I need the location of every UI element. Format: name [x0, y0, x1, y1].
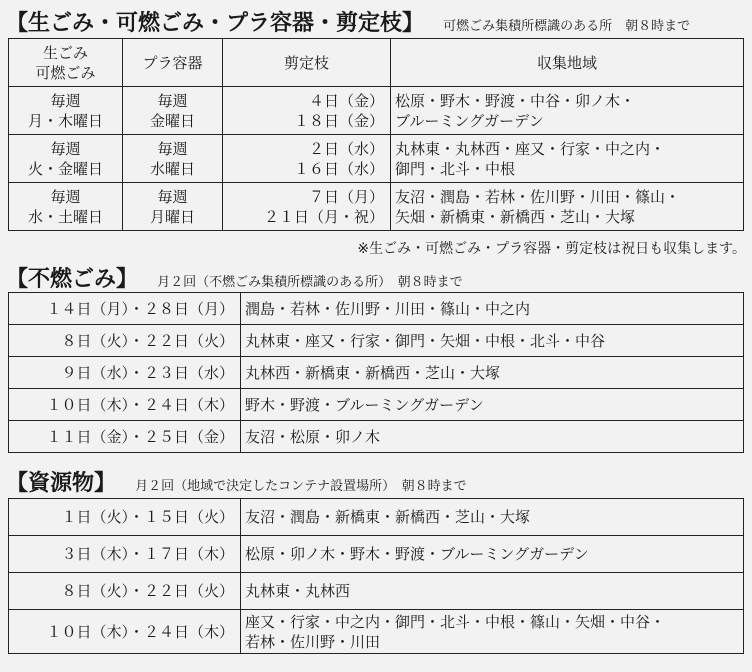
cell-pura: 毎週 月曜日 [123, 183, 223, 231]
cell-kanen: 毎週 水・土曜日 [9, 183, 123, 231]
cell-kanen: 毎週 火・金曜日 [9, 135, 123, 183]
section1-note: 可燃ごみ集積所標識のある所 朝８時まで [443, 19, 691, 34]
table-row [9, 183, 744, 231]
cell-sentei: ４日（金） １８日（金） [223, 87, 391, 135]
section1-title: 【生ごみ・可燃ごみ・プラ容器・剪定枝】 [6, 11, 425, 36]
section2-table [8, 292, 744, 453]
table-row [9, 536, 744, 573]
cell-sentei: ７日（月） ２１日（月・祝） [223, 183, 391, 231]
header-sentei: 剪定枝 [223, 39, 391, 87]
table-row [9, 421, 744, 453]
section2-note: 月２回（不燃ごみ集積所標識のある所） 朝８時まで [157, 275, 463, 290]
section2-title: 【不燃ごみ】 [6, 267, 139, 292]
cell-area: 丸林東・丸林西・座又・行家・中之内・ 御門・北斗・中根 [391, 135, 744, 183]
cell-area: 友沼・潤島・若林・佐川野・川田・篠山・ 矢畑・新橋東・新橋西・芝山・大塚 [391, 183, 744, 231]
section3-title: 【資源物】 [6, 471, 117, 496]
table-row [9, 325, 744, 357]
cell-area: 友沼・松原・卯ノ木 [241, 421, 744, 453]
section3-note: 月２回（地域で決定したコンテナ設置場所） 朝８時まで [135, 479, 467, 494]
cell-dates: １０日（木）・２４日（木） [9, 389, 241, 421]
header-pura: プラ容器 [123, 39, 223, 87]
table-row [9, 87, 744, 135]
table-row [9, 135, 744, 183]
cell-area: 松原・野木・野渡・中谷・卯ノ木・ ブルーミングガーデン [391, 87, 744, 135]
cell-dates: ８日（火）・２２日（火） [9, 573, 241, 610]
section1-heading [6, 6, 690, 37]
cell-dates: １日（火）・１５日（火） [9, 499, 241, 536]
cell-kanen: 毎週 月・木曜日 [9, 87, 123, 135]
cell-sentei: ２日（水） １６日（水） [223, 135, 391, 183]
cell-area: 野木・野渡・ブルーミングガーデン [241, 389, 744, 421]
cell-area: 友沼・潤島・新橋東・新橋西・芝山・大塚 [241, 499, 744, 536]
cell-dates: １１日（金）・２５日（金） [9, 421, 241, 453]
cell-area: 潤島・若林・佐川野・川田・篠山・中之内 [241, 293, 744, 325]
header-area: 収集地域 [391, 39, 744, 87]
cell-dates: １０日（木）・２４日（木） [9, 610, 241, 654]
header-kanen: 生ごみ 可燃ごみ [9, 39, 123, 87]
table-row [9, 293, 744, 325]
section2-heading [6, 262, 463, 293]
table-row [9, 610, 744, 654]
table-row [9, 573, 744, 610]
cell-dates: ３日（木）・１７日（木） [9, 536, 241, 573]
cell-area: 丸林西・新橋東・新橋西・芝山・大塚 [241, 357, 744, 389]
cell-dates: ９日（水）・２３日（水） [9, 357, 241, 389]
table-row [9, 499, 744, 536]
cell-area: 丸林東・座又・行家・御門・矢畑・中根・北斗・中谷 [241, 325, 744, 357]
table-row [9, 389, 744, 421]
cell-pura: 毎週 水曜日 [123, 135, 223, 183]
cell-pura: 毎週 金曜日 [123, 87, 223, 135]
section3-table [8, 498, 744, 654]
cell-dates: ８日（火）・２２日（火） [9, 325, 241, 357]
section1-footnote: ※生ごみ・可燃ごみ・プラ容器・剪定枝は祝日も収集します。 [357, 241, 746, 257]
cell-area: 松原・卯ノ木・野木・野渡・ブルーミングガーデン [241, 536, 744, 573]
section3-heading [6, 466, 467, 497]
cell-dates: １４日（月）・２８日（月） [9, 293, 241, 325]
section1-table [8, 38, 744, 231]
cell-area: 座又・行家・中之内・御門・北斗・中根・篠山・矢畑・中谷・ 若林・佐川野・川田 [241, 610, 744, 654]
table-row [9, 357, 744, 389]
cell-area: 丸林東・丸林西 [241, 573, 744, 610]
